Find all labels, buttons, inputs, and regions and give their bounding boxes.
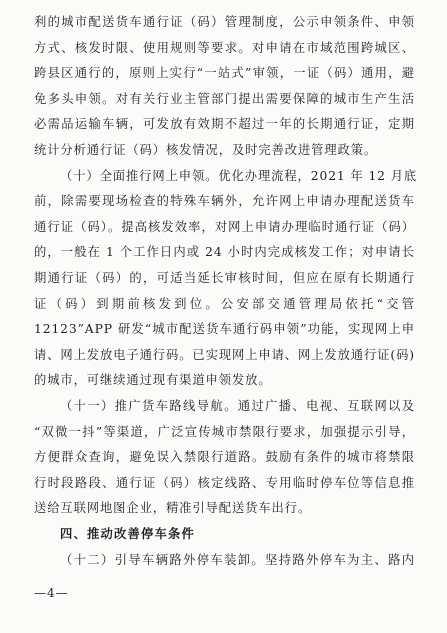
text-line: 免多头申领。对有关行业主管部门提出需要保障的城市生产生活: [34, 91, 415, 106]
text-line: 前，除需要现场检查的特殊车辆外，允许网上申请办理配送货车: [34, 194, 415, 209]
text-line: 送给互联网地图企业，精准引导配送货车出行。: [34, 501, 312, 516]
text-line: （十）全面推行网上申领。优化办理流程，2021 年 12 月底: [60, 168, 418, 183]
text-line: 行时段路段、通行证（码）核定线路、专用临时停车位等信息推: [34, 475, 415, 490]
text-line: 方式、核发时限、使用规则等要求。对申请在市域范围跨城区、: [34, 40, 415, 55]
text-line: 跨县区通行的，原则上实行“一站式”审领，一证（码）通用，避: [34, 66, 415, 81]
text-line: 必需品运输车辆，可发放有效期不超过一年的长期通行证，定期: [34, 117, 415, 132]
text-line: 证（码）到期前核发到位。公安部交通管理局依托“交管: [34, 296, 415, 311]
text-line: 利的城市配送货车通行证（码）管理制度，公示申领条件、申领: [34, 15, 415, 29]
text-line: 请、网上发放电子通行码。已实现网上申请、网上发放通行证(码): [34, 347, 415, 362]
text-line: 期通行证（码）的，可适当延长审核时间，但应在原有长期通行: [34, 271, 415, 285]
text-line: 方便群众查询，避免误入禁限行道路。鼓励有条件的城市将禁限: [34, 450, 415, 465]
text-line: 的城市，可继续通过现有渠道申领发放。: [34, 373, 272, 388]
text-line: 通行证（码）。提高核发效率，对网上申请办理临时通行证（码）: [34, 219, 415, 234]
section-heading: 四、推动改善停车条件: [60, 527, 195, 541]
text-line: 的，一般在 1 个工作日内或 24 小时内完成核发工作；对申请长: [34, 245, 415, 260]
text-line: （十一）推广货车路线导航。通过广播、电视、互联网以及: [60, 399, 415, 413]
text-line: （十二）引导车辆路外停车装卸。坚持路外停车为主、路内: [60, 552, 415, 567]
text-line: 12123”APP 研发“城市配送货车通行码申领”功能，实现网上申: [34, 322, 415, 337]
text-line: “双微一抖”等渠道，广泛宣传城市禁限行要求，加强提示引导，: [34, 424, 415, 439]
page-number: —4—: [34, 586, 69, 600]
text-line: 统计分析通行证（码）核发情况，及时完善改进管理政策。: [34, 143, 378, 157]
